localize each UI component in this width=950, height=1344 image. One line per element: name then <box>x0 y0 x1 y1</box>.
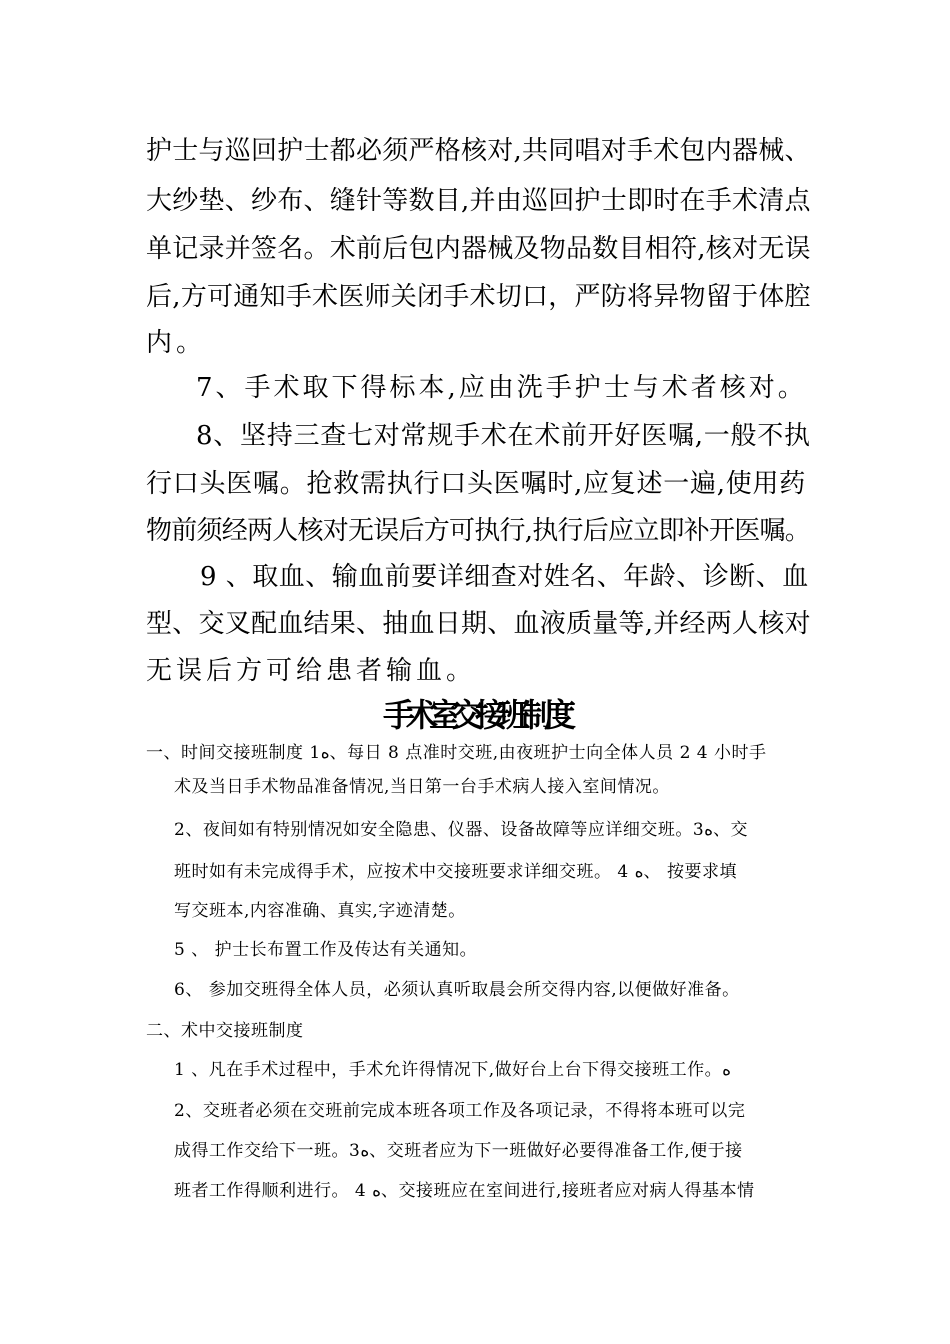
body-line: 术及当日手术物品准备情况,当日第一台手术病人接入室间情况。 <box>174 777 670 797</box>
body-line: 7、手术取下得标本,应由洗手护士与术者核对。 <box>196 373 807 403</box>
body-line: 行口头医嘱。抢救需执行口头医嘱时,应复述一遍,使用药 <box>146 469 807 499</box>
body-line: 班时如有未完成得手术，应按术中交接班要求详细交班。 4 ﻩ、 按要求填 <box>174 862 737 882</box>
body-line: 8、坚持三查七对常规手术在术前开好医嘱,一般不执 <box>196 421 811 451</box>
body-line: 5 、 护士长布置工作及传达有关通知。 <box>174 940 478 960</box>
body-line: 内。 <box>146 328 207 358</box>
body-line: 2、夜间如有特别情况如安全隐患、仪器、设备故障等应详细交班。3ﻩ、交 <box>174 820 749 840</box>
body-line: 2、交班者必须在交班前完成本班各项工作及各项记录，不得将本班可以完 <box>174 1101 746 1121</box>
body-line: 1 、凡在手术过程中，手术允许得情况下,做好台上台下得交接班工作。ﻩ <box>174 1060 732 1080</box>
body-line: 写交班本,内容准确、真实,字迹清楚。 <box>174 901 466 921</box>
body-line: 物前须经两人核对无误后方可执行,执行后应立即补开医嘱。 <box>146 516 811 546</box>
body-line: 无误后方可给患者输血。 <box>146 656 477 686</box>
body-line: 二、术中交接班制度 <box>146 1021 304 1041</box>
body-line: 6、 参加交班得全体人员，必须认真听取晨会所交得内容,以便做好准备。 <box>174 980 740 1000</box>
body-line: 9 、取血、输血前要详细查对姓名、年龄、诊断、血 <box>200 562 809 592</box>
body-line: 班者工作得顺利进行。 4 ﻩ、交接班应在室间进行,接班者应对病人得基本情 <box>174 1181 755 1201</box>
body-line: 护士与巡回护士都必须严格核对,共同唱对手术包内器械、 <box>146 136 811 166</box>
body-line: 型、交叉配血结果、抽血日期、血液质量等,并经两人核对 <box>146 609 811 639</box>
body-line: 成得工作交给下一班。3ﻩ、交班者应为下一班做好必要得准备工作,便于接 <box>174 1141 743 1161</box>
body-line: 大纱垫、纱布、缝针等数目,并由巡回护士即时在手术清点 <box>146 186 811 216</box>
body-line: 一、时间交接班制度 1ﻩ、每日 8 点准时交班,由夜班护士向全体人员 2 4 小时手 <box>146 743 767 763</box>
body-line: 单记录并签名。术前后包内器械及物品数目相符,核对无误 <box>146 234 811 264</box>
section-heading: 手术室交接班制度 <box>382 696 567 734</box>
body-line: 后,方可通知手术医师关闭手术切口，严防将异物留于体腔 <box>146 282 811 312</box>
